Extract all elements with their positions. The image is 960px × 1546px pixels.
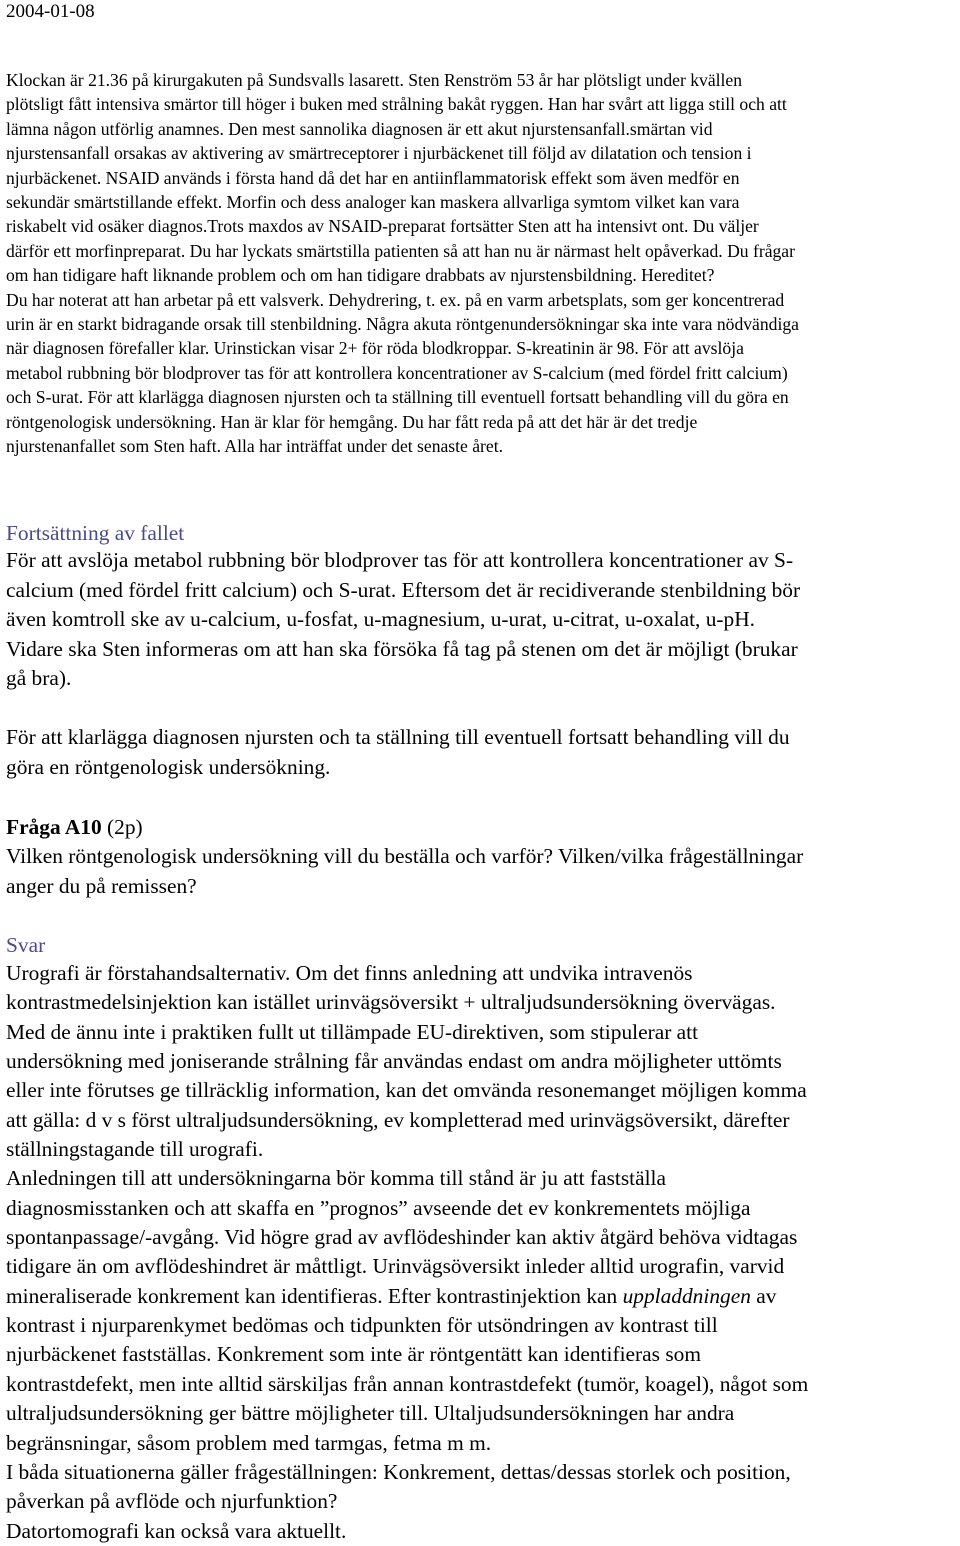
continuation-paragraph-2: För att klarlägga diagnosen njursten och ta ställning till eventuell fortsatt behandling vill du göra en röntgenologisk undersökning. [6, 725, 790, 779]
question-label: Fråga A10 [6, 815, 102, 839]
question-heading [6, 813, 956, 843]
answer-heading: Svar [6, 933, 46, 957]
answer-emphasis: uppladdningen [622, 1283, 751, 1308]
continuation-heading: Fortsättning av fallet [6, 521, 185, 545]
question-points: (2p) [101, 815, 143, 839]
case-description: Klockan är 21.36 på kirurgakuten på Sundsvalls lasarett. Sten Renström 53 år har plötsligt under kvällen plötsligt fått intensiva smärtor till höger i buken med strålning bakåt ryggen. Han har svårt att ligga still och att lämna någon utförlig anamnes. Den mest sannolika diagnosen är ett akut njurstensanfall.smärtan vid njurstensanfall orsakas av aktivering av smärtreceptorer i njurbäckenet till följd av dilatation och tension i njurbäckenet. NSAID används i första hand då det har en antiinflammatorisk effekt som även medför en sekundär smärtstillande effekt. Morfin och dess analoger kan maskera allvarliga symtom vilket kan vara riskabelt vid osäker diagnos.Trots maxdos av NSAID-preparat fortsätter Sten att ha intensivt ont. Du väljer därför ett morfinpreparat. Du har lyckats smärtstilla patienten så att han nu är närmast helt opåverkad. Du frågar om han tidigare haft liknande problem och om han tidigare drabbats av njurstensbildning. Hereditet? Du har noterat att han arbetar på ett valsverk. Dehydrering, t. ex. på en varm arbetsplats, som ger koncentrerad urin är en starkt bidragande orsak till stenbildning. Några akuta röntgenundersökningar ska inte vara nödvändiga när diagnosen förefaller klar. Urinstickan visar 2+ för röda blodkroppar. S-kreatinin är 98. För att avslöja metabol rubbning bör blodprover tas för att kontrollera koncentrationer av S-calcium (med fördel fritt calcium) och S-urat. För att klarlägga diagnosen njursten och ta ställning till eventuell fortsatt behandling vill du göra en röntgenologisk undersökning. Han är klar för hemgång. Du har fått reda på att det här är det tredje njurstenanfallet som Sten haft. Alla har inträffat under det senaste året. [6, 70, 799, 457]
answer-text-part-2: av kontrast i njurparenkymet bedömas och tidpunkten för utsöndringen av kontrast till njurbäckenet fastställas. Konkrement som inte är röntgentätt kan identifieras som kontrastdefekt, men inte alltid särskiljas från annan kontrastdefekt (tumör, koagel), något som ultraljudsundersökning ger bättre möjligheter till. Ultaljudsundersökningen har andra begränsningar, såsom problem med tarmgas, fetma m m. I båda situationerna gäller frågeställningen: Konkrement, dettas/dessas storlek och position, påverkan på avflöde och njurfunktion? Datortomografi kan också vara aktuellt. [6, 1283, 809, 1543]
document-date: 2004-01-08 [6, 1, 95, 22]
continuation-paragraph-1: För att avslöja metabol rubbning bör blodprover tas för att kontrollera koncentrationer av S- calcium (med fördel fritt calcium) och S-urat. Eftersom det är recidiverande stenbildning bör även komtroll ske av u-calcium, u-fosfat, u-magnesium, u-urat, u-citrat, u-oxalat, u-pH. Vidare ska Sten informeras om att han ska försöka få tag på stenen om det är möjligt (brukar gå bra). [6, 548, 801, 690]
question-text: Vilken röntgenologisk undersökning vill du beställa och varför? Vilken/vilka frågeställningar anger du på remissen? [6, 844, 804, 898]
answer-text [6, 959, 956, 1546]
answer-text-part-1: Urografi är förstahandsalternativ. Om det finns anledning att undvika intravenös kontrastmedelsinjektion kan istället urinvägsöversikt + ultraljudsundersökning övervägas. Med de ännu inte i praktiken fullt ut tillämpade EU-direktiven, som stipulerar att undersökning med joniserande strålning får användas endast om andra möjligheter uttömts eller inte förutses ge tillräcklig information, kan det omvända resonemanget möjligen komma att gälla: d v s först ultraljudsundersökning, ev kompletterad med urinvägsöversikt, därefter ställningstagande till urografi. Anledningen till att undersökningarna bör komma till stånd är ju att fastställa diagnosmisstanken och att skaffa en ”prognos” avseende det ev konkrementets möjliga spontanpassage/-avgång. Vid högre grad av avflödeshinder kan aktiv åtgärd behöva vidtagas tidigare än om avflödeshindret är måttligt. Urinvägsöversikt inleder alltid urografin, varvid mineraliserade konkrement kan identifieras. Efter kontrastinjektion kan [6, 961, 807, 1308]
